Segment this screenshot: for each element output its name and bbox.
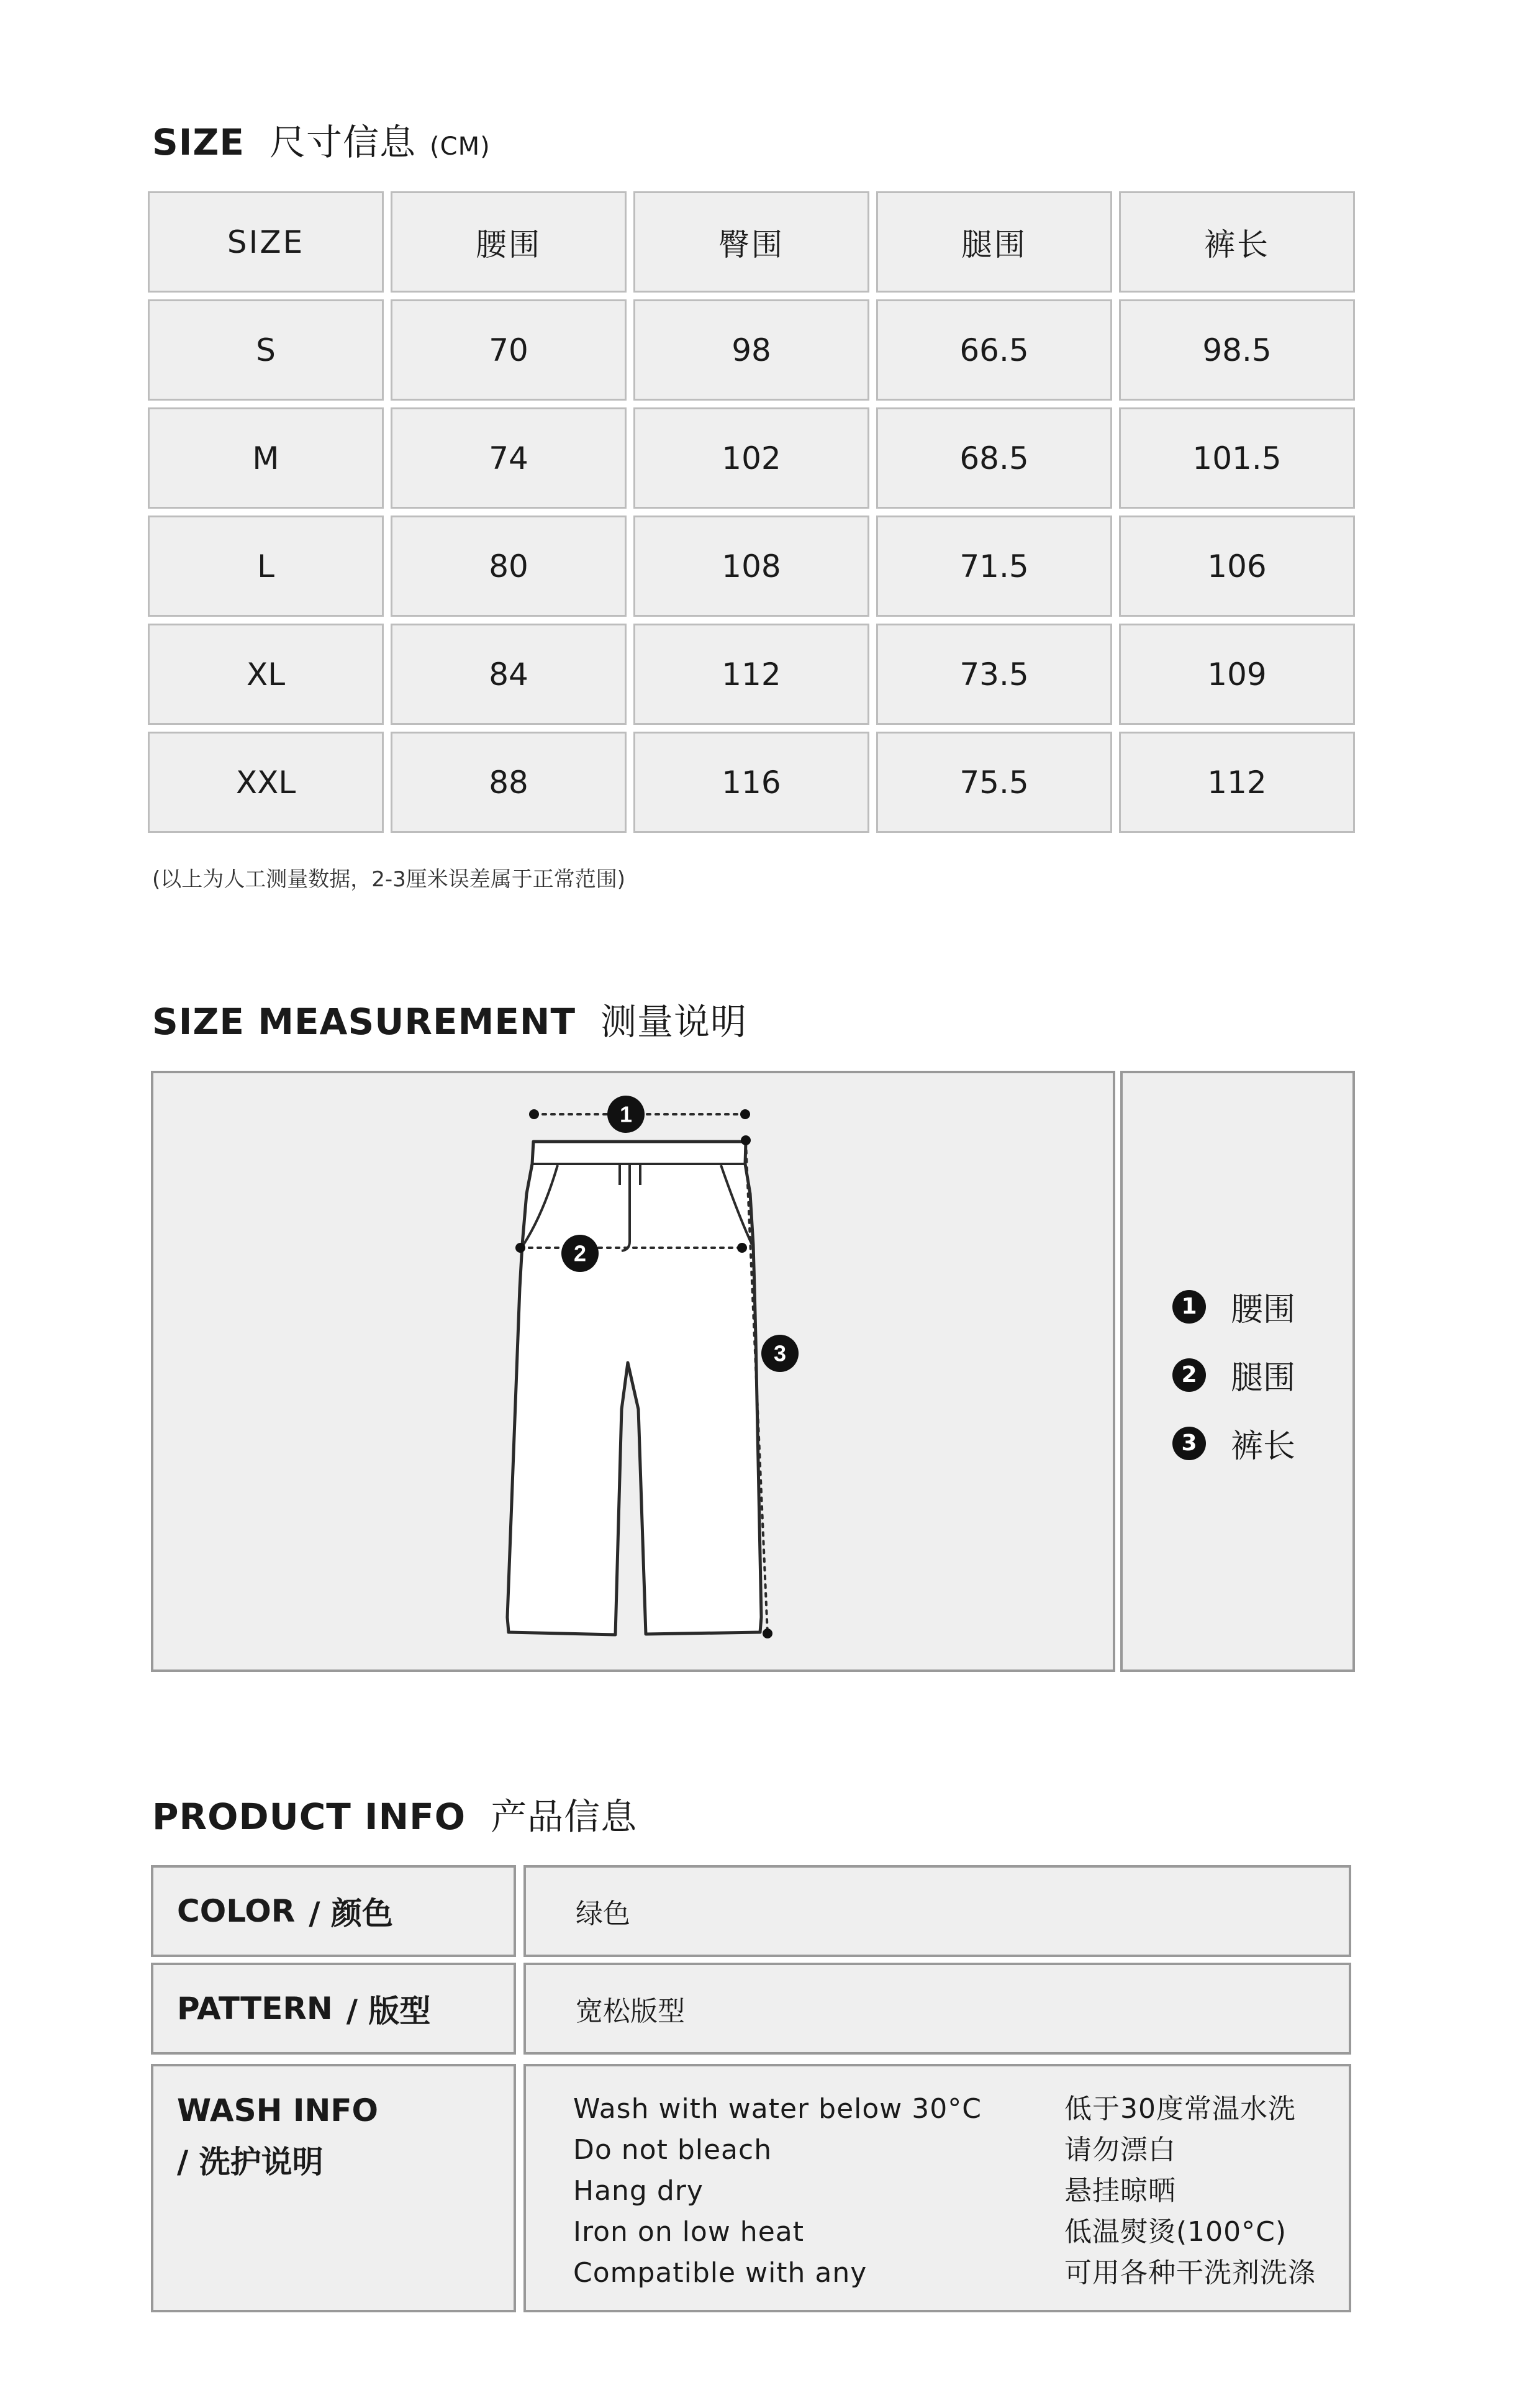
wash-line: Hang dry <box>573 2175 704 2207</box>
measure-end-point <box>515 1243 525 1253</box>
wash-line: Iron on low heat <box>573 2216 804 2248</box>
pants-outline <box>507 1142 761 1635</box>
table-cell: 108 <box>633 516 869 617</box>
table-cell: 80 <box>391 516 627 617</box>
color-label <box>151 1865 516 1957</box>
table-cell: 74 <box>391 407 627 509</box>
size-unit: (CM) <box>430 132 491 161</box>
legend-badge: 2 <box>1172 1358 1206 1392</box>
marker-length <box>761 1335 799 1372</box>
product-section-title <box>152 1788 637 1840</box>
legend-badge: 1 <box>1172 1290 1206 1324</box>
product-title: PRODUCT INFO <box>152 1796 466 1838</box>
table-cell: 112 <box>1119 732 1355 833</box>
color-label-cn: / 颜色 <box>309 1896 393 1932</box>
measure-end-point <box>741 1135 751 1145</box>
wash-label-en: WASH INFO <box>177 2092 378 2128</box>
legend-label: 腰围 <box>1231 1291 1296 1329</box>
table-cell: 98 <box>633 299 869 401</box>
wash-line: Do not bleach <box>573 2134 772 2166</box>
wash-line: 低温熨烫(100°C) <box>1064 2216 1287 2248</box>
table-cell: 116 <box>633 732 869 833</box>
marker-thigh-num: 2 <box>573 1240 587 1266</box>
wash-value-box <box>523 2064 1351 2312</box>
marker-thigh <box>561 1235 599 1272</box>
table-cell: 101.5 <box>1119 407 1355 509</box>
table-cell: 84 <box>391 624 627 725</box>
table-cell: 66.5 <box>876 299 1112 401</box>
size-table <box>148 191 1355 833</box>
measure-end-point <box>737 1243 747 1253</box>
wash-line: 低于30度常温水洗 <box>1064 2093 1296 2125</box>
legend-item-length <box>1172 1420 1295 1466</box>
size-title: SIZE <box>152 121 245 163</box>
header-size: SIZE <box>148 191 384 293</box>
measure-end-point <box>740 1109 750 1119</box>
table-cell: S <box>148 299 384 401</box>
table-cell: XXL <box>148 732 384 833</box>
legend-badge: 3 <box>1172 1427 1206 1460</box>
product-title-cn: 产品信息 <box>491 1796 638 1838</box>
wash-line: 请勿漂白 <box>1064 2134 1176 2166</box>
table-cell: 106 <box>1119 516 1355 617</box>
measurement-title: SIZE MEASUREMENT <box>152 1001 576 1043</box>
pants-diagram <box>151 1071 1115 1672</box>
table-cell: M <box>148 407 384 509</box>
table-cell: XL <box>148 624 384 725</box>
pattern-label-en: PATTERN <box>177 1991 333 2027</box>
wash-line: 可用各种干洗剂洗涤 <box>1064 2257 1316 2289</box>
table-cell: 73.5 <box>876 624 1112 725</box>
measure-end-point <box>529 1109 539 1119</box>
header-length: 裤长 <box>1119 191 1355 293</box>
table-cell: 98.5 <box>1119 299 1355 401</box>
header-hip: 臀围 <box>633 191 869 293</box>
table-cell: L <box>148 516 384 617</box>
table-cell: 109 <box>1119 624 1355 725</box>
measurement-section-title <box>152 993 747 1045</box>
pattern-value: 宽松版型 <box>523 1963 1351 2055</box>
wash-line: 悬挂晾晒 <box>1064 2175 1176 2207</box>
legend-item-waist <box>1172 1283 1295 1330</box>
measurement-title-cn: 测量说明 <box>600 1001 748 1043</box>
wash-label <box>151 2064 516 2312</box>
table-cell: 71.5 <box>876 516 1112 617</box>
legend-item-thigh <box>1172 1352 1295 1398</box>
wash-label-cn: / 洗护说明 <box>177 2144 324 2180</box>
measurement-note: (以上为人工测量数据，2-3厘米误差属于正常范围) <box>152 867 626 892</box>
size-section-title <box>152 113 491 165</box>
table-cell: 112 <box>633 624 869 725</box>
pattern-label-cn: / 版型 <box>346 1993 431 2029</box>
legend-label: 裤长 <box>1231 1428 1296 1465</box>
color-value: 绿色 <box>523 1865 1351 1957</box>
marker-waist <box>607 1096 645 1133</box>
wash-line: Wash with water below 30°C <box>573 2093 982 2125</box>
legend-label: 腿围 <box>1231 1360 1296 1397</box>
header-thigh: 腿围 <box>876 191 1112 293</box>
table-cell: 68.5 <box>876 407 1112 509</box>
wash-line: Compatible with any <box>573 2257 867 2289</box>
wash-list-en <box>573 2089 982 2294</box>
table-cell: 88 <box>391 732 627 833</box>
legend-panel <box>1120 1071 1355 1672</box>
diagram-panel <box>151 1071 1115 1672</box>
marker-waist-num: 1 <box>619 1101 633 1127</box>
table-cell: 75.5 <box>876 732 1112 833</box>
marker-length-num: 3 <box>773 1340 787 1366</box>
color-label-en: COLOR <box>177 1893 296 1929</box>
measure-end-point <box>763 1629 772 1638</box>
table-cell: 70 <box>391 299 627 401</box>
header-waist: 腰围 <box>391 191 627 293</box>
size-title-cn: 尺寸信息 <box>270 121 417 163</box>
pattern-label <box>151 1963 516 2055</box>
wash-list-cn <box>1064 2089 1316 2294</box>
table-cell: 102 <box>633 407 869 509</box>
